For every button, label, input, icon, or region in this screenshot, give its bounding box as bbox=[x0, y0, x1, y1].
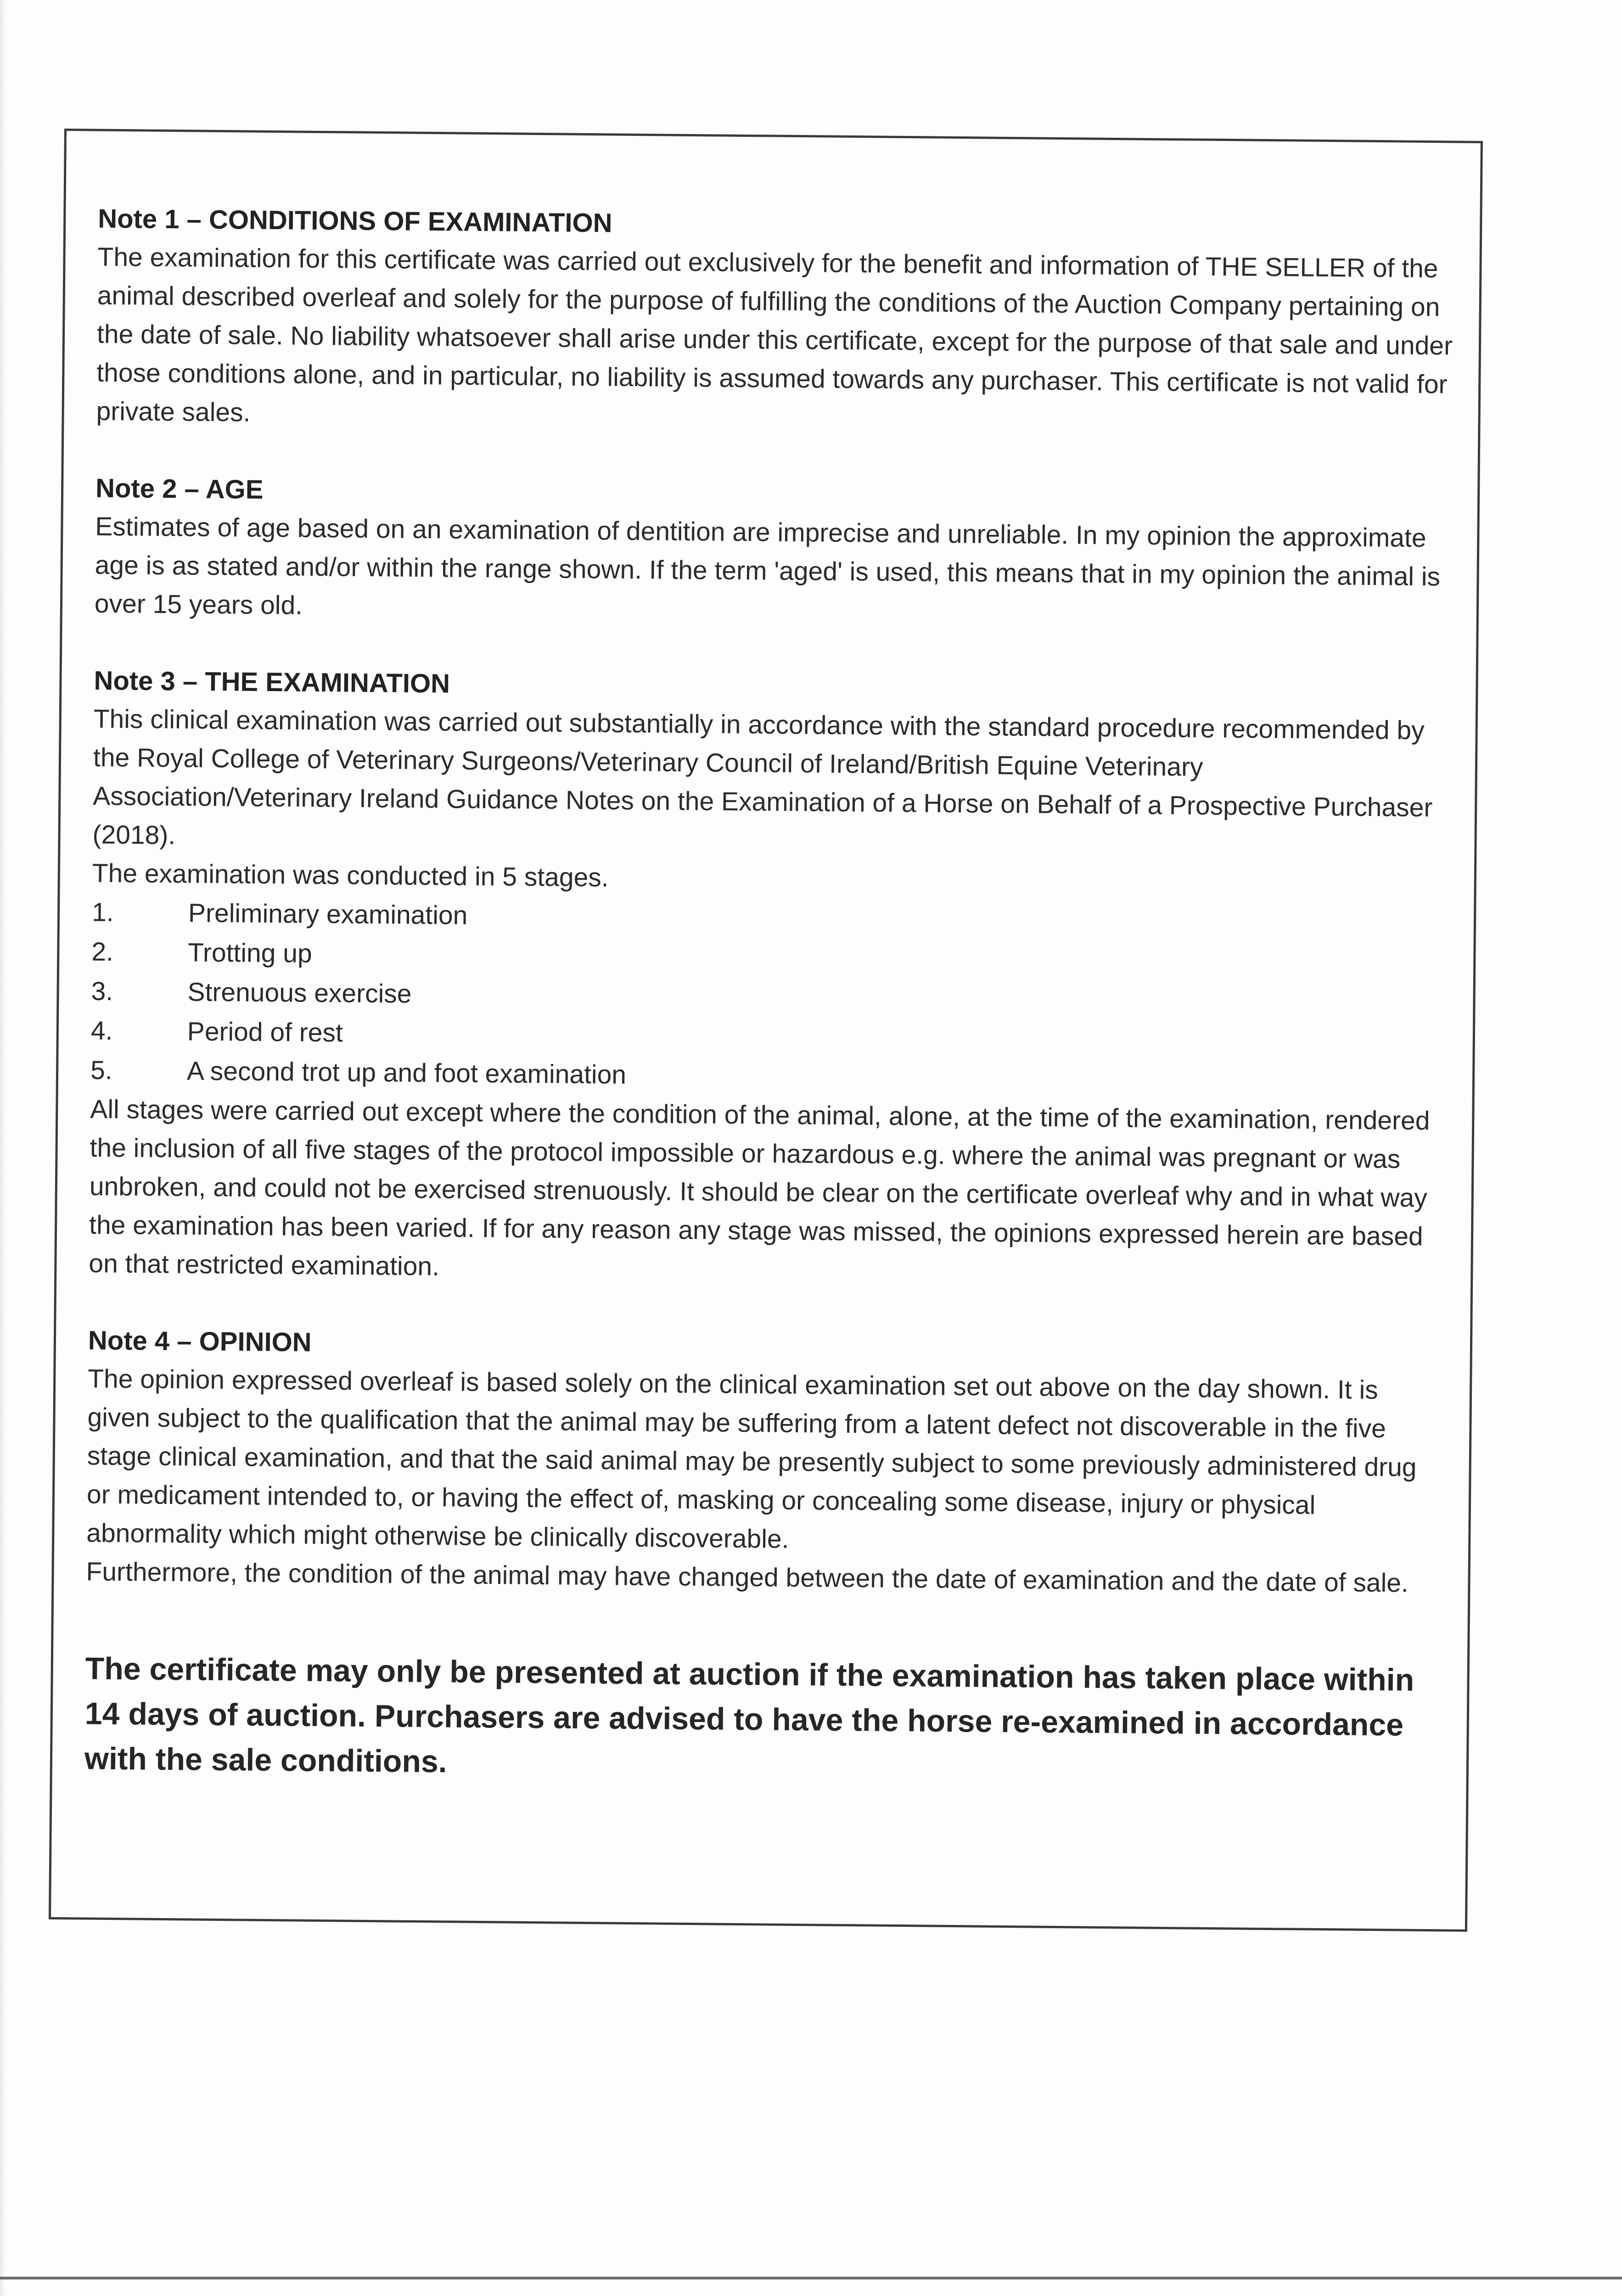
note-paragraph: Estimates of age based on an examination of dentition are imprecise and unreliable. In my opinion the approximate age is as stated and/or within the range shown. If the term 'aged' is used, this means that in my opinion the animal is over 15 years old. bbox=[94, 512, 1441, 620]
stage-number: 3. bbox=[91, 976, 113, 1006]
note-heading: Note 4 – OPINION bbox=[88, 1325, 312, 1357]
stage-text: Period of rest bbox=[187, 1017, 343, 1048]
stage-number: 5. bbox=[90, 1055, 112, 1085]
stage-number: 2. bbox=[91, 937, 114, 967]
stage-text: Preliminary examination bbox=[188, 898, 468, 930]
stage-text: A second trot up and foot examination bbox=[186, 1056, 627, 1090]
stage-text: Trotting up bbox=[188, 938, 312, 968]
stage-number: 1. bbox=[91, 897, 114, 928]
stages-intro: The examination was conducted in 5 stages. bbox=[92, 858, 609, 893]
note-heading: Note 3 – THE EXAMINATION bbox=[94, 665, 450, 699]
note-1-conditions-of-examination bbox=[96, 200, 1457, 443]
note-paragraph: Furthermore, the condition of the animal may have changed between the date of examination and the date of sale. bbox=[86, 1557, 1409, 1598]
examination-stage-list bbox=[90, 893, 1451, 1102]
notes-content bbox=[84, 200, 1457, 1793]
note-paragraph: This clinical examination was carried out substantially in accordance with the standard procedure recommended by the Royal College of Veterinary Surgeons/Veterinary Council of Ireland/British Equine Veterinary Association/Veterinary Ireland Guidance Notes on the Examination of a Horse on Behalf of a Prospective Purchaser (2018). bbox=[92, 704, 1433, 850]
note-4-opinion bbox=[86, 1322, 1447, 1603]
scan-left-edge-shadow bbox=[0, 0, 6, 2296]
note-3-the-examination bbox=[89, 662, 1453, 1295]
note-heading: Note 1 – CONDITIONS OF EXAMINATION bbox=[98, 203, 612, 238]
note-heading: Note 2 – AGE bbox=[95, 473, 264, 505]
bottom-rule bbox=[0, 2277, 1622, 2279]
stage-text: Strenuous exercise bbox=[187, 977, 412, 1009]
note-2-age bbox=[95, 470, 1455, 635]
note-paragraph: The examination for this certificate was carried out exclusively for the benefit and information of THE SELLER of the animal described overleaf and solely for the purpose of fulfilling the conditions of the Auction Company pertaining on the date of sale. No liability whatsoever shall arise under this certificate, except for the purpose of that sale and under those conditions alone, and in particular, no liability is assumed towards any purchaser. This certificate is not valid for private sales. bbox=[96, 242, 1453, 428]
closing-notice: The certificate may only be presented at auction if the examination has taken place within 14 days of auction. Purchasers are advised to have the horse re-examined in accordance with the sale conditions. bbox=[84, 1651, 1414, 1779]
notes-box bbox=[49, 129, 1483, 1932]
note-paragraph: The opinion expressed overleaf is based solely on the clinical examination set out above on the day shown. It is given subject to the qualification that the animal may be suffering from a latent defect not discoverable in the five stage clinical examination, and that the said animal may be presently subject to some previously administered drug or medicament intended to, or having the effect of, masking or concealing some disease, injury or physical abnormality which might otherwise be clinically discoverable. bbox=[86, 1364, 1417, 1554]
note-paragraph: All stages were carried out except where the condition of the animal, alone, at the time of the examination, rendered the inclusion of all five stages of the protocol impossible or hazardous e.g. where the animal was pregnant or was unbroken, and could not be exercised strenuously. It should be clear on the certificate overleaf why and in what way the examination has been varied. If for any reason any stage was missed, the opinions expressed herein are based on that restricted examination. bbox=[89, 1094, 1430, 1282]
stage-number: 4. bbox=[90, 1016, 113, 1046]
